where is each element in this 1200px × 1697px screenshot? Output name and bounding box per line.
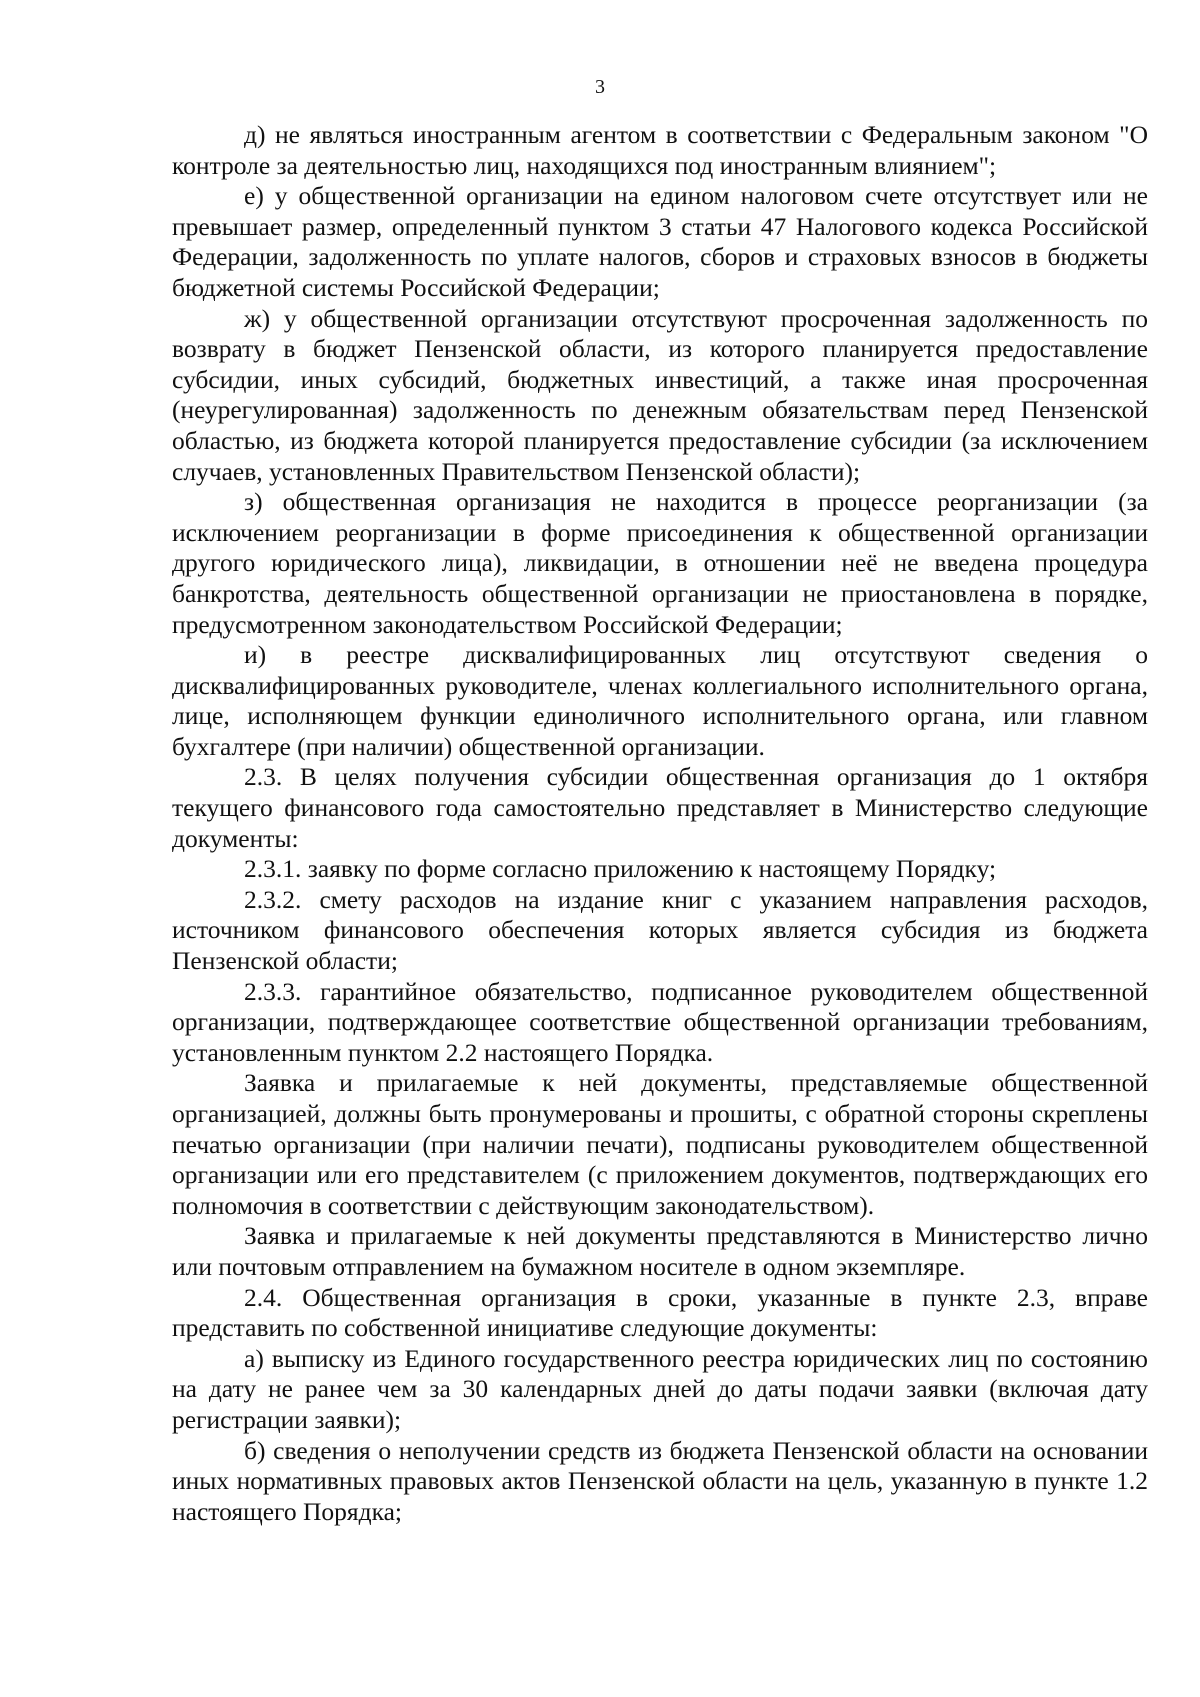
paragraph-2-3-1: 2.3.1. заявку по форме согласно приложению к настоящему Порядку;: [244, 854, 997, 884]
paragraph-z: з) общественная организация не находится в процессе реорганизации (за исключением реорганизации в форме присоединения к общественной организации другого юридического лица), ликвидации, в отношении неё не введена процедура банкротства, деятельность общественной организации не приостановлена в порядке, предусмотренном законодательством Российской Федерации;: [172, 487, 1148, 639]
paragraph-2-3-3: 2.3.3. гарантийное обязательство, подписанное руководителем общественной организации, подтверждающее соответствие общественной организации требованиям, установленным пунктом 2.2 настоящего Порядка.: [172, 976, 1148, 1067]
paragraph-i: и) в реестре дисквалифицированных лиц отсутствуют сведения о дисквалифицированных руководителе, членах коллегиального исполнительного органа, лице, исполняющем функции единоличного исполнительного органа, или главном бухгалтере (при наличии) общественной организации.: [172, 640, 1148, 761]
paragraph-e: е) у общественной организации на едином налоговом счете отсутствует или не превышает размер, определенный пунктом 3 статьи 47 Налогового кодекса Российской Федерации, задолженность по уплате налогов, сборов и страховых взносов в бюджеты бюджетной системы Российской Федерации;: [172, 181, 1148, 302]
paragraph-application-submission: Заявка и прилагаемые к ней документы представляются в Министерство лично или почтовым отправлением на бумажном носителе в одном экземпляре.: [172, 1221, 1148, 1281]
paragraph-d: д) не являться иностранным агентом в соответствии с Федеральным законом "О контроле за деятельностью лиц, находящихся под иностранным влиянием";: [172, 120, 1148, 180]
paragraph-2-3: 2.3. В целях получения субсидии общественная организация до 1 октября текущего финансового года самостоятельно представляет в Министерство следующие документы:: [172, 762, 1148, 853]
paragraph-2-3-2: 2.3.2. смету расходов на издание книг с указанием направления расходов, источником финансового обеспечения которых является субсидия из бюджета Пензенской области;: [172, 884, 1148, 976]
paragraph-application-requirements: Заявка и прилагаемые к ней документы, представляемые общественной организацией, должны быть пронумерованы и прошиты, с обратной стороны скреплены печатью организации (при наличии печати), подписаны руководителем общественной организации или его представителем (с приложением документов, подтверждающих его полномочия в соответствии с действующим законодательством).: [172, 1068, 1148, 1220]
paragraph-zh: ж) у общественной организации отсутствуют просроченная задолженность по возврату в бюджет Пензенской области, из которого планируется предоставление субсидии, иных субсидий, бюджетных инвестиций, а также иная просроченная (неурегулированная) задолженность по денежным обязательствам перед Пензенской областью, из бюджета которой планируется предоставление субсидии (за исключением случаев, установленных Правительством Пензенской области);: [172, 303, 1148, 486]
document-body: [172, 120, 1148, 1527]
paragraph-2-4-a: а) выписку из Единого государственного реестра юридических лиц по состоянию на дату не ранее чем за 30 календарных дней до даты подачи заявки (включая дату регистрации заявки);: [172, 1343, 1148, 1434]
paragraph-2-4: 2.4. Общественная организация в сроки, указанные в пункте 2.3, вправе представить по собственной инициативе следующие документы:: [172, 1282, 1148, 1343]
page-number: 3: [595, 76, 605, 98]
paragraph-2-4-b: б) сведения о неполучении средств из бюджета Пензенской области на основании иных нормативных правовых актов Пензенской области на цель, указанную в пункте 1.2 настоящего Порядка;: [172, 1435, 1148, 1526]
